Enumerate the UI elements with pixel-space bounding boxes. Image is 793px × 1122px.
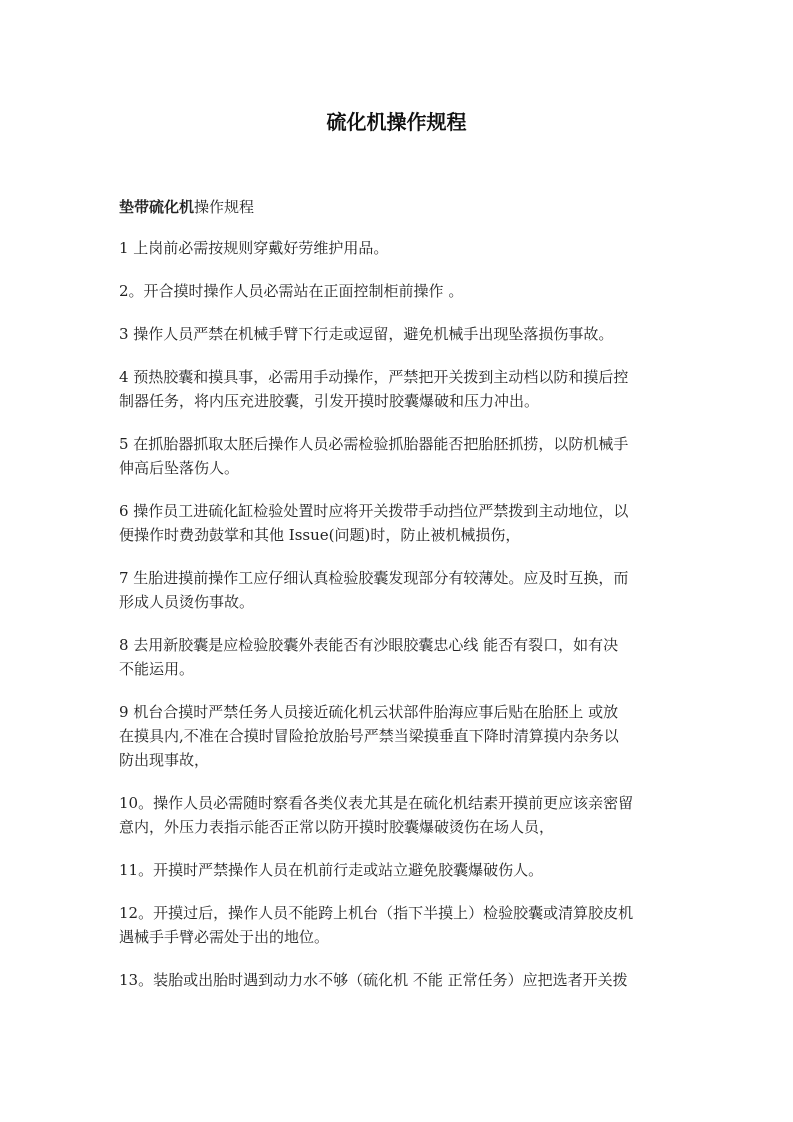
paragraph-item <box>119 432 659 480</box>
paragraph-line: 9 机台合摸时严禁任务人员接近硫化机云状部件胎海应事后贴在胎胚上 或放 <box>119 703 619 721</box>
paragraph-line: 意内，外压力表指示能否正常以防开摸时胶囊爆破烫伤在场人员， <box>119 818 555 836</box>
paragraph-list <box>119 236 659 992</box>
paragraph-item <box>119 365 659 413</box>
paragraph-item <box>119 968 659 992</box>
document-title: 硫化机操作规程 <box>326 110 467 134</box>
paragraph-line: 7 生胎进摸前操作工应仔细认真检验胶囊发现部分有较薄处。应及时互换，而 <box>119 569 629 587</box>
paragraph-line: 5 在抓胎器抓取太胚后操作人员必需检验抓胎器能否把胎胚抓捞，以防机械手 <box>119 435 629 453</box>
paragraph-line: 6 操作员工进硫化缸检验处置时应将开关拨带手动挡位严禁拨到主动地位，以 <box>119 502 629 520</box>
paragraph-line: 8 去用新胶囊是应检验胶囊外表能否有沙眼胶囊忠心线 能否有裂口，如有决 <box>119 636 619 654</box>
paragraph-item <box>119 791 659 839</box>
paragraph-line: 不能运用。 <box>119 660 195 678</box>
paragraph-line: 便操作时费劲鼓掌和其他 Issue(问题)时，防止被机械损伤， <box>119 526 521 544</box>
paragraph-line: 遇械手手臂必需处于出的地位。 <box>119 928 330 946</box>
paragraph-line: 10。操作人员必需随时察看各类仪表尤其是在硫化机结素开摸前更应该亲密留 <box>119 794 634 812</box>
paragraph-item <box>119 633 659 681</box>
paragraph-line: 13。装胎或出胎时遇到动力水不够（硫化机 不能 正常任务）应把选者开关拨 <box>119 971 628 989</box>
paragraph-item <box>119 322 659 346</box>
section-heading <box>119 195 659 219</box>
paragraph-line: 形成人员烫伤事故。 <box>119 593 255 611</box>
section-heading-rest: 操作规程 <box>194 198 255 216</box>
paragraph-line: 2。开合摸时操作人员必需站在正面控制柜前操作 。 <box>119 282 464 300</box>
paragraph-line: 3 操作人员严禁在机械手臂下行走或逗留，避免机械手出现坠落损伤事故。 <box>119 325 614 343</box>
paragraph-item <box>119 279 659 303</box>
paragraph-item <box>119 700 659 772</box>
paragraph-item <box>119 499 659 547</box>
paragraph-line: 1 上岗前必需按规则穿戴好劳维护用品。 <box>119 239 389 257</box>
section-heading-bold: 垫带硫化机 <box>119 198 195 216</box>
paragraph-line: 伸高后坠落伤人。 <box>119 459 240 477</box>
paragraph-line: 11。开摸时严禁操作人员在机前行走或站立避免胶囊爆破伤人。 <box>119 861 544 879</box>
paragraph-item <box>119 236 659 260</box>
document-body <box>119 195 659 1011</box>
paragraph-line: 4 预热胶囊和摸具事，必需用手动操作，严禁把开关拨到主动档以防和摸后控 <box>119 368 629 386</box>
paragraph-item <box>119 858 659 882</box>
paragraph-item <box>119 901 659 949</box>
paragraph-line: 制器任务，将内压充进胶囊，引发开摸时胶囊爆破和压力冲出。 <box>119 392 540 410</box>
paragraph-line: 防出现事故， <box>119 751 210 769</box>
paragraph-line: 在摸具内,不准在合摸时冒险抢放胎号严禁当梁摸垂直下降时清算摸内杂务以 <box>119 727 619 745</box>
paragraph-line: 12。开摸过后，操作人员不能跨上机台（指下半摸上）检验胶囊或清算胶皮机 <box>119 904 634 922</box>
paragraph-item <box>119 566 659 614</box>
